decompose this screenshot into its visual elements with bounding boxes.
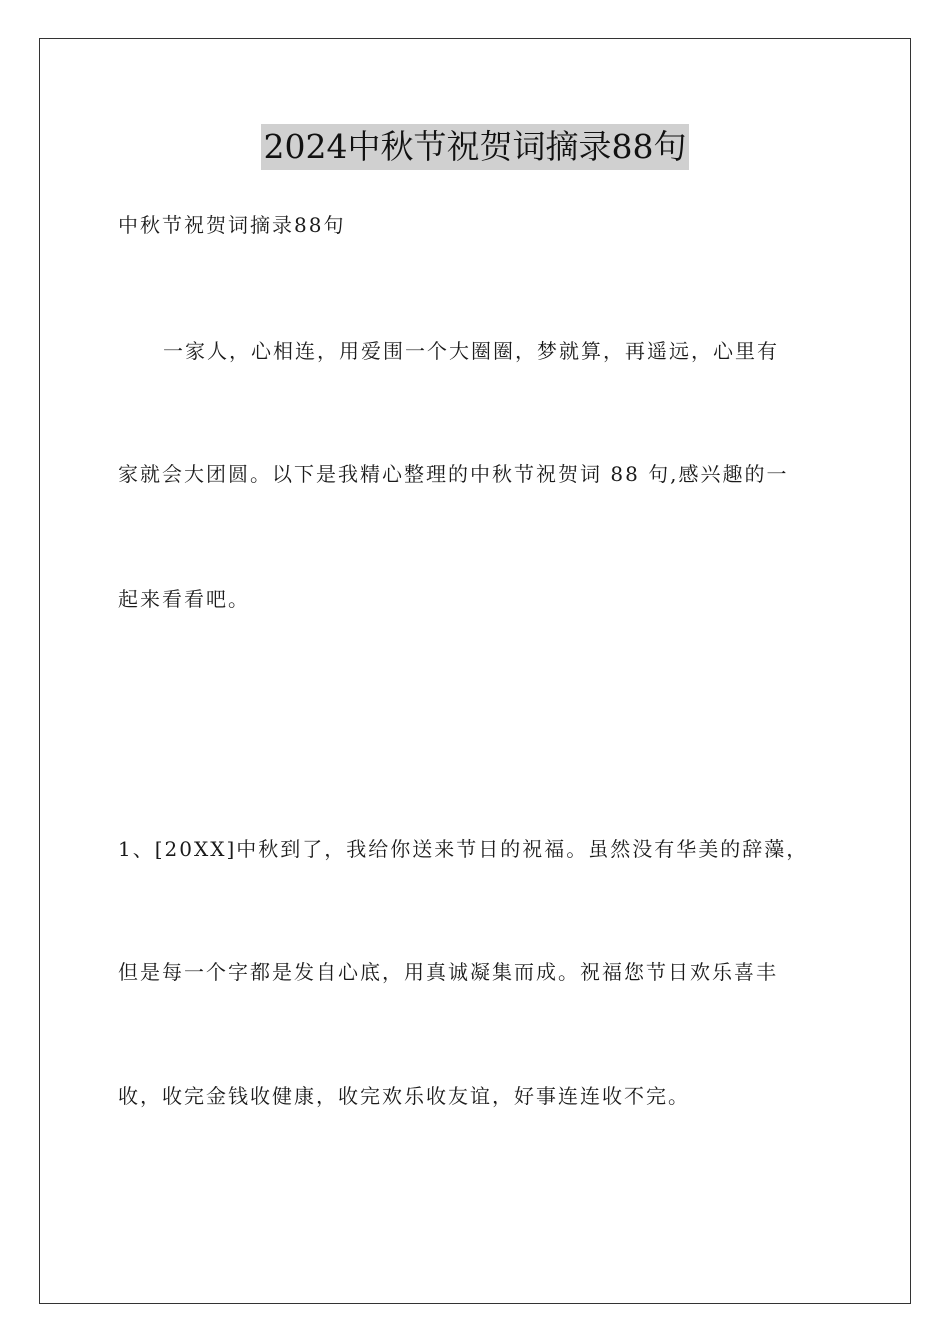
- document-subtitle: 中秋节祝贺词摘录88句: [118, 213, 346, 237]
- item-1-line-1: 1、[20XX]中秋到了，我给你送来节日的祝福。虽然没有华美的辞藻，: [118, 837, 809, 861]
- intro-line-2: 家就会大团圆。以下是我精心整理的中秋节祝贺词 88 句,感兴趣的一: [118, 462, 789, 486]
- intro-line-1: 一家人，心相连，用爱围一个大圈圈，梦就算，再遥远，心里有: [163, 339, 779, 363]
- item-1-line-2: 但是每一个字都是发自心底，用真诚凝集而成。祝福您节日欢乐喜丰: [118, 960, 778, 984]
- item-1-line-3: 收，收完金钱收健康，收完欢乐收友谊，好事连连收不完。: [118, 1084, 690, 1108]
- title-container: [0, 124, 950, 170]
- document-title: 2024中秋节祝贺词摘录88句: [261, 124, 690, 170]
- intro-line-3: 起来看看吧。: [118, 587, 250, 611]
